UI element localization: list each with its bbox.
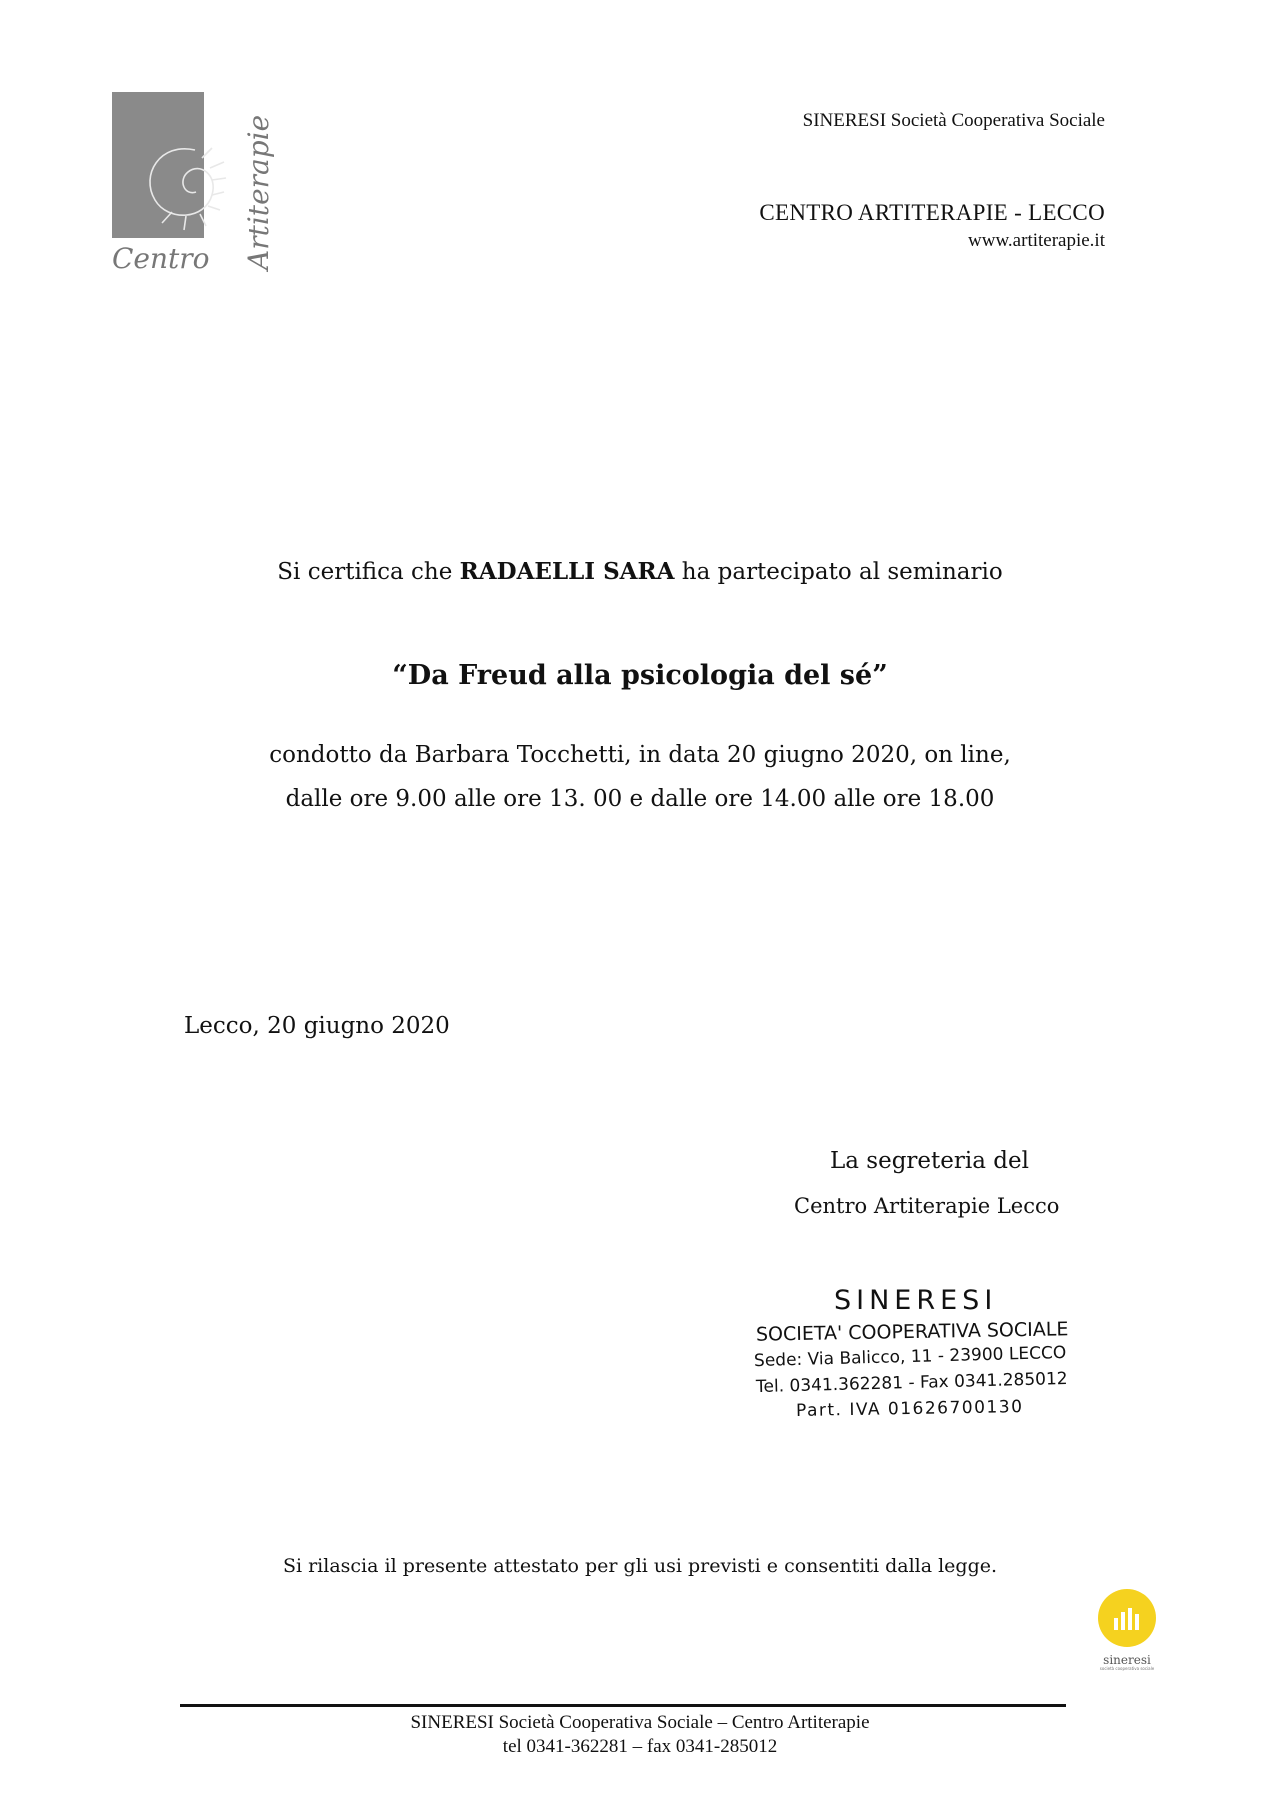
stamp-line-1: SINERESI	[834, 1285, 998, 1316]
intro-suffix: ha partecipato al seminario	[674, 559, 1003, 585]
place-date: Lecco, 20 giugno 2020	[184, 1013, 450, 1039]
sineresi-logo-name: sineresi	[1103, 1653, 1151, 1667]
header-website[interactable]: www.artiterapie.it	[968, 230, 1105, 251]
sineresi-logo	[1092, 1588, 1162, 1673]
footer-divider	[180, 1704, 1066, 1707]
sineresi-logo-tagline: società cooperativa sociale	[1099, 1666, 1155, 1671]
header-organization: SINERESI Società Cooperativa Sociale	[802, 110, 1105, 131]
certificate-intro	[0, 558, 1280, 585]
header-center-name: CENTRO ARTITERAPIE - LECCO	[759, 200, 1105, 225]
company-stamp	[748, 1285, 1118, 1435]
details-line-2: dalle ore 9.00 alle ore 13. 00 e dalle ore 14.00 alle ore 18.00	[285, 786, 995, 812]
seminar-title: “Da Freud alla psicologia del sé”	[392, 660, 888, 691]
participant-name: RADAELLI SARA	[459, 558, 675, 585]
footer-line-2: tel 0341-362281 – fax 0341-285012	[502, 1736, 778, 1757]
signature-line-1: La segreteria del	[830, 1148, 1029, 1174]
details-line-1: condotto da Barbara Tocchetti, in data 20 giugno 2020, on line,	[269, 742, 1011, 768]
stamp-line-5: Part. IVA 01626700130	[795, 1397, 1024, 1421]
intro-prefix: Si certifica che	[277, 559, 460, 585]
sineresi-sun-icon	[1092, 1588, 1162, 1650]
nautilus-shell-icon	[100, 80, 300, 280]
stamp-line-4: Tel. 0341.362281 - Fax 0341.285012	[755, 1368, 1068, 1398]
logo-word-artiterapie: Artiterapie	[242, 114, 275, 270]
stamp-line-2: SOCIETA' COOPERATIVA SOCIALE	[755, 1318, 1069, 1346]
signature-line-2: Centro Artiterapie Lecco	[794, 1194, 1060, 1218]
footer-line-1: SINERESI Società Cooperativa Sociale – Centro Artiterapie	[410, 1712, 870, 1733]
disclaimer: Si rilascia il presente attestato per gli usi previsti e consentiti dalla legge.	[282, 1555, 998, 1577]
logo-word-centro: Centro	[112, 242, 210, 275]
stamp-line-3: Sede: Via Balicco, 11 - 23900 LECCO	[753, 1342, 1067, 1372]
